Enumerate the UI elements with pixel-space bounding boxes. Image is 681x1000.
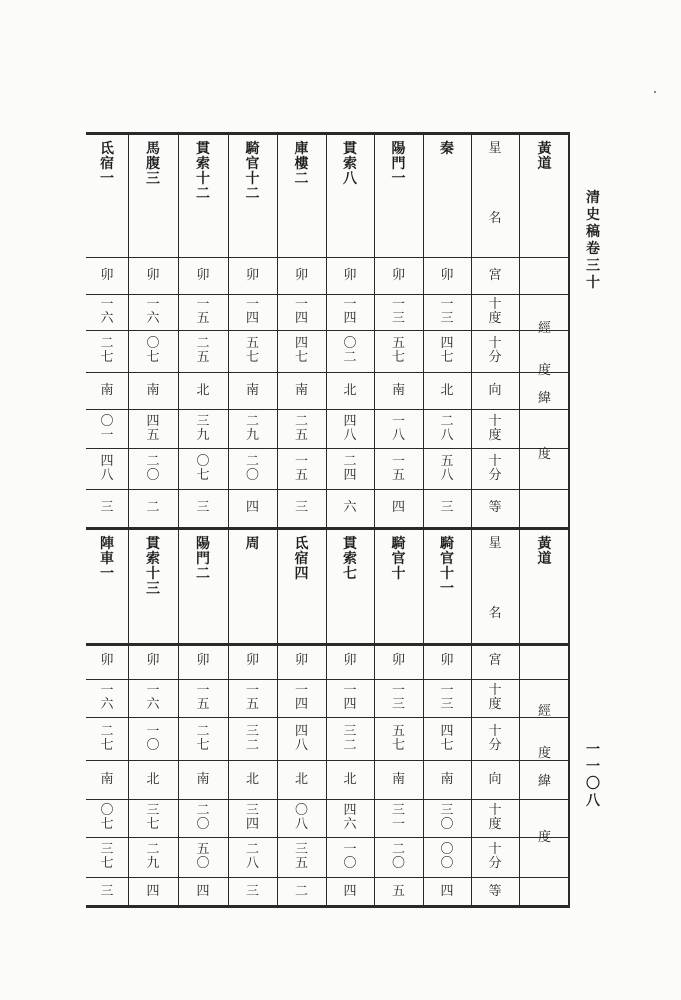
star-longitude-min: 五 七 — [391, 336, 405, 365]
star-latitude-deg: 三 〇 — [440, 803, 454, 832]
star-name: 庫 樓 二 — [294, 141, 309, 187]
star-gong: 卯 — [440, 653, 454, 668]
page-number: 一 一 〇 八 — [586, 742, 600, 809]
star-name: 騎 官 十 二 — [245, 141, 260, 202]
star-longitude-min: 二 七 — [100, 336, 114, 365]
star-magnitude: 四 — [245, 500, 259, 515]
star-direction: 北 — [343, 771, 357, 787]
star-longitude-min: 三 二 — [343, 723, 357, 753]
star-magnitude: 四 — [440, 884, 454, 899]
star-magnitude: 三 — [100, 884, 114, 899]
star-latitude-min: 五 八 — [440, 453, 454, 483]
star-longitude-deg: 一 四 — [294, 297, 308, 326]
star-magnitude: 三 — [100, 500, 114, 515]
star-name: 秦 — [440, 141, 454, 157]
star-direction: 北 — [146, 771, 160, 787]
star-longitude-min: 〇 二 — [343, 336, 357, 365]
label-gong: 宮 — [488, 267, 502, 283]
star-name: 周 — [245, 536, 260, 552]
star-magnitude: 三 — [196, 500, 210, 515]
star-direction: 南 — [196, 771, 210, 787]
star-direction: 北 — [343, 382, 357, 398]
star-latitude-min: 五 〇 — [196, 842, 210, 871]
star-longitude-deg: 一 三 — [440, 683, 454, 712]
label-jing-shifen: 十 分 — [488, 723, 502, 753]
book-title: 清 史 稿 卷 三 十 — [586, 190, 600, 291]
header-measures: 經 度 緯 度 — [537, 321, 551, 462]
star-name: 氐 宿 一 — [100, 141, 114, 187]
star-direction: 南 — [391, 382, 405, 398]
label-jing-shidu: 十 度 — [488, 683, 502, 712]
star-latitude-min: 二 四 — [343, 453, 357, 483]
star-latitude-deg: 二 八 — [440, 413, 454, 443]
star-latitude-min: 一 五 — [391, 453, 405, 483]
star-latitude-deg: 三 一 — [391, 803, 405, 832]
star-latitude-min: 四 八 — [100, 453, 114, 483]
label-jing-shidu: 十 度 — [488, 297, 502, 326]
star-magnitude: 六 — [343, 500, 357, 515]
star-longitude-min: 五 七 — [391, 723, 405, 753]
star-gong: 卯 — [391, 267, 405, 283]
label-wei-shifen: 十 分 — [488, 453, 502, 483]
star-latitude-min: 三 七 — [100, 842, 114, 871]
star-longitude-deg: 一 六 — [100, 683, 114, 712]
star-longitude-min: 二 五 — [196, 336, 210, 365]
star-direction: 南 — [391, 771, 405, 787]
star-name: 騎 官 十 — [391, 536, 406, 582]
label-wei-shidu: 十 度 — [488, 803, 502, 832]
star-direction: 南 — [100, 771, 114, 787]
star-direction: 南 — [440, 771, 454, 787]
star-magnitude: 四 — [146, 884, 160, 899]
star-gong: 卯 — [146, 267, 160, 283]
star-magnitude: 四 — [343, 884, 357, 899]
star-longitude-min: 一 〇 — [146, 723, 160, 753]
star-latitude-min: 〇 七 — [196, 453, 210, 483]
star-latitude-min: 二 〇 — [146, 453, 160, 483]
star-magnitude: 四 — [391, 500, 405, 515]
star-latitude-deg: 〇 七 — [100, 803, 114, 832]
star-name: 陽 門 二 — [196, 536, 210, 582]
star-longitude-deg: 一 四 — [343, 297, 357, 326]
star-longitude-deg: 一 四 — [294, 683, 308, 712]
star-magnitude: 三 — [294, 500, 308, 515]
star-magnitude: 二 — [294, 884, 308, 899]
label-wei-shifen: 十 分 — [488, 842, 502, 871]
star-longitude-deg: 一 六 — [146, 297, 160, 326]
star-direction: 北 — [294, 771, 308, 787]
star-longitude-deg: 一 六 — [146, 683, 160, 712]
star-longitude-deg: 一 五 — [196, 683, 210, 712]
star-longitude-deg: 一 六 — [100, 297, 114, 326]
star-name: 貫 索 十 三 — [146, 536, 160, 597]
star-direction: 南 — [146, 382, 160, 398]
star-latitude-deg: 四 五 — [146, 413, 160, 443]
star-longitude-min: 四 七 — [440, 723, 454, 753]
header-measures-2: 經 度 緯 度 — [537, 704, 551, 845]
star-magnitude: 四 — [196, 884, 210, 899]
label-direction: 向 — [488, 382, 502, 398]
label-star-name: 星 名 — [488, 141, 502, 226]
label-gong: 宮 — [488, 653, 502, 668]
star-name: 貫 索 七 — [343, 536, 357, 582]
star-longitude-deg: 一 三 — [440, 297, 454, 326]
star-latitude-min: 二 〇 — [391, 842, 405, 871]
star-latitude-min: 二 八 — [245, 842, 259, 871]
star-gong: 卯 — [343, 653, 357, 668]
star-magnitude: 三 — [440, 500, 454, 515]
star-longitude-deg: 一 三 — [391, 683, 405, 712]
star-name: 騎 官 十 一 — [440, 536, 454, 597]
star-longitude-min: 四 七 — [440, 336, 454, 365]
star-name: 氐 宿 四 — [294, 536, 309, 582]
star-direction: 南 — [245, 382, 259, 398]
star-name: 陣 車 一 — [100, 536, 114, 582]
star-gong: 卯 — [391, 653, 405, 668]
star-gong: 卯 — [196, 653, 210, 668]
star-latitude-deg: 四 六 — [343, 803, 357, 832]
star-longitude-min: 三 二 — [245, 723, 259, 753]
star-gong: 卯 — [294, 267, 308, 283]
star-gong: 卯 — [196, 267, 210, 283]
star-direction: 北 — [196, 382, 210, 398]
star-latitude-min: 二 九 — [146, 842, 160, 871]
star-longitude-min: 二 七 — [100, 723, 114, 753]
star-gong: 卯 — [440, 267, 454, 283]
header-huangdao: 黃 道 — [537, 141, 552, 172]
star-gong: 卯 — [146, 653, 160, 668]
label-magnitude: 等 — [488, 884, 502, 899]
star-latitude-min: 二 〇 — [245, 453, 259, 483]
star-latitude-deg: 〇 一 — [100, 413, 114, 443]
star-name: 貫 索 八 — [343, 141, 357, 187]
star-direction: 北 — [245, 771, 259, 787]
star-gong: 卯 — [245, 653, 259, 668]
star-name: 陽 門 一 — [391, 141, 406, 187]
star-longitude-deg: 一 四 — [245, 297, 259, 326]
star-longitude-deg: 一 三 — [391, 297, 405, 326]
star-direction: 南 — [100, 382, 114, 398]
label-star-name: 星 名 — [488, 536, 502, 621]
star-latitude-min: 三 五 — [294, 842, 308, 871]
star-longitude-min: 四 八 — [294, 723, 308, 753]
star-magnitude: 三 — [245, 884, 259, 899]
star-latitude-min: 一 〇 — [343, 842, 357, 871]
star-direction: 南 — [294, 382, 308, 398]
star-longitude-min: 四 七 — [294, 336, 308, 365]
star-longitude-min: 二 七 — [196, 723, 210, 753]
star-name: 貫 索 十 二 — [196, 141, 210, 202]
star-magnitude: 五 — [391, 884, 405, 899]
star-gong: 卯 — [245, 267, 259, 283]
star-longitude-min: 〇 七 — [146, 336, 160, 365]
star-latitude-deg: 二 五 — [294, 413, 308, 443]
label-magnitude: 等 — [488, 500, 502, 515]
star-gong: 卯 — [343, 267, 357, 283]
star-gong: 卯 — [294, 653, 308, 668]
star-longitude-deg: 一 五 — [245, 683, 259, 712]
star-latitude-deg: 二 〇 — [196, 803, 210, 832]
star-latitude-deg: 二 九 — [245, 413, 259, 443]
star-latitude-deg: 〇 八 — [294, 803, 308, 832]
star-latitude-deg: 三 九 — [196, 413, 210, 443]
star-name: 馬 腹 三 — [146, 141, 160, 187]
star-gong: 卯 — [100, 653, 114, 668]
label-jing-shifen: 十 分 — [488, 336, 502, 365]
star-longitude-min: 五 七 — [245, 336, 259, 365]
star-direction: 北 — [440, 382, 454, 398]
star-gong: 卯 — [100, 267, 114, 283]
star-latitude-min: 〇 〇 — [440, 842, 454, 871]
star-latitude-min: 一 五 — [294, 453, 308, 483]
header-huangdao-2: 黃 道 — [537, 536, 552, 567]
star-latitude-deg: 三 七 — [146, 803, 160, 832]
label-direction: 向 — [488, 771, 502, 787]
label-wei-shidu: 十 度 — [488, 413, 502, 443]
scan-speck — [654, 91, 656, 93]
star-catalog-table — [86, 132, 570, 907]
star-latitude-deg: 四 八 — [343, 413, 357, 443]
star-longitude-deg: 一 四 — [343, 683, 357, 712]
star-latitude-deg: 一 八 — [391, 413, 405, 443]
star-latitude-deg: 三 四 — [245, 803, 259, 832]
star-magnitude: 二 — [146, 500, 160, 515]
star-longitude-deg: 一 五 — [196, 297, 210, 326]
